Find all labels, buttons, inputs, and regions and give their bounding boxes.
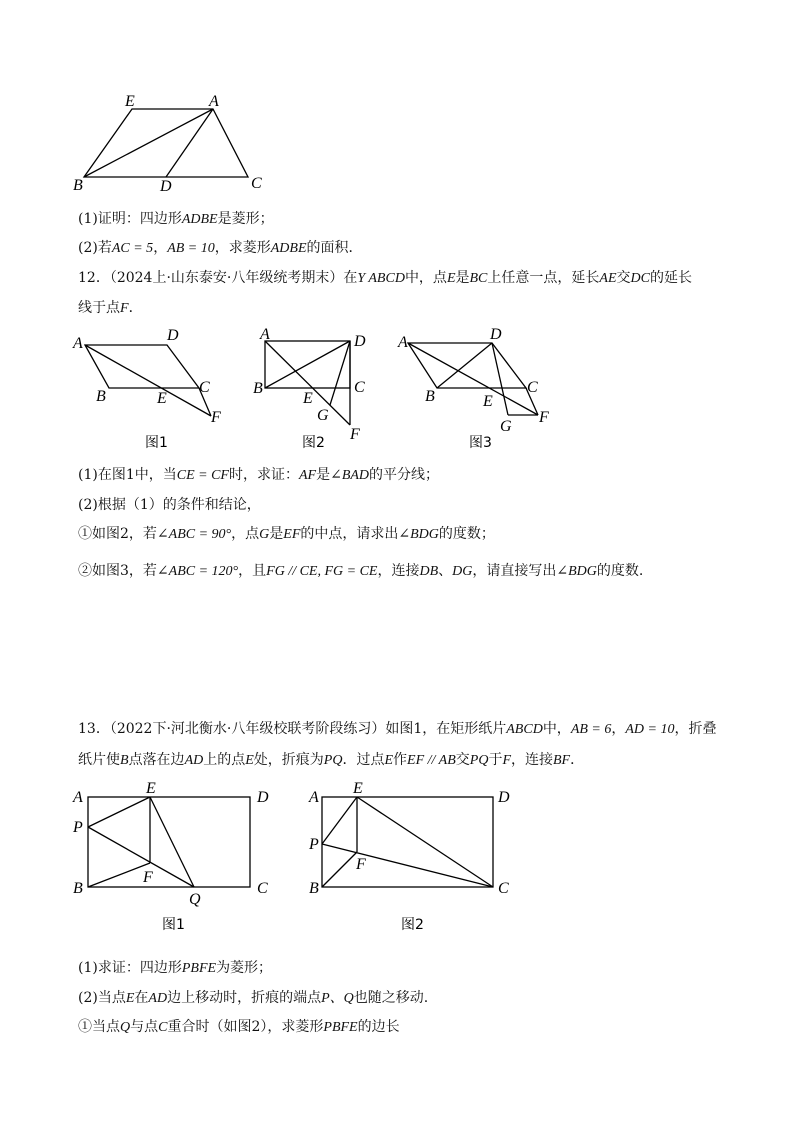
segment-bd <box>437 343 492 388</box>
figure-q12-1 <box>70 325 230 450</box>
label-f: F <box>350 426 360 443</box>
label-c: C <box>354 379 365 396</box>
parallelogram-abcd <box>85 345 199 388</box>
q13-part2-sub1: ①当点Q与点C重合时（如图2），求菱形PBFE的边长 <box>78 1019 400 1035</box>
q11-part1: (1)证明：四边形ADBE是菱形； <box>78 211 274 227</box>
label-b: B <box>73 880 83 897</box>
label-g: G <box>500 418 512 435</box>
label-a: A <box>73 335 83 352</box>
label-d: D <box>257 789 269 806</box>
label-e: E <box>125 93 135 110</box>
label-e: E <box>303 390 313 407</box>
label-q: Q <box>189 891 201 908</box>
label-b: B <box>309 880 319 897</box>
label-c: C <box>199 379 210 396</box>
segment-bf <box>88 863 150 887</box>
caption-fig1: 图1 <box>145 435 168 451</box>
label-b: B <box>425 388 435 405</box>
segment-pe <box>88 797 150 827</box>
label-f: F <box>143 869 153 886</box>
label-e: E <box>483 393 493 410</box>
caption-fig3: 图3 <box>469 435 492 451</box>
segment-da <box>166 109 213 177</box>
figure-q13-2 <box>305 780 520 935</box>
label-d: D <box>490 326 502 343</box>
segment-ec <box>357 797 493 887</box>
q13-heading-cont: 纸片使B点落在边AD上的点E处，折痕为PQ．过点E作EF // AB交PQ于F，连接BF． <box>78 752 585 768</box>
q11-part2: (2)若AC = 5，AB = 10，求菱形ADBE的面积． <box>78 240 363 256</box>
label-b: B <box>73 177 83 194</box>
label-d: D <box>160 178 172 195</box>
label-c: C <box>527 379 538 396</box>
segment-bf <box>322 852 357 887</box>
label-f: F <box>356 856 366 873</box>
label-a: A <box>260 326 270 343</box>
q12-heading-cont: 线于点F． <box>78 300 143 316</box>
trapezoid-ebca <box>84 109 248 177</box>
q12-part1: (1)在图1中，当CE = CF时，求证：AF是∠BAD的平分线； <box>78 467 440 483</box>
caption-fig1: 图1 <box>162 917 185 933</box>
caption-fig2: 图2 <box>302 435 325 451</box>
q12-heading: 12．（2024上·山东泰安·八年级统考期末）在Y ABCD中，点E是BC上任意一点，延长AE交DC的延长 <box>78 270 692 286</box>
parallelogram-abcd <box>408 343 526 388</box>
segment-eq <box>150 797 194 887</box>
q12-part2-sub2: ②如图3，若∠ABC = 120°，且FG // CE, FG = CE，连接DB、DG，请直接写出∠BDG的度数. <box>78 563 644 579</box>
segment-pc <box>322 844 493 887</box>
q13-part2: (2)当点E在AD边上移动时，折痕的端点P、Q也随之移动. <box>78 990 429 1006</box>
q13-part1: (1)求证：四边形PBFE为菱形； <box>78 960 273 976</box>
label-c: C <box>257 880 268 897</box>
label-e: E <box>157 390 167 407</box>
label-d: D <box>498 789 510 806</box>
label-a: A <box>398 334 408 351</box>
label-p: P <box>309 836 319 853</box>
figure-q12-3 <box>392 325 572 450</box>
caption-fig2: 图2 <box>401 917 424 933</box>
segment-ba <box>84 109 213 177</box>
segment-pq <box>88 827 194 887</box>
label-g: G <box>317 407 329 424</box>
label-d: D <box>354 333 366 350</box>
q12-part2: (2)根据（1）的条件和结论， <box>78 497 261 513</box>
label-c: C <box>251 175 262 192</box>
label-d: D <box>167 327 179 344</box>
segment-pe <box>322 797 357 844</box>
label-p: P <box>73 819 83 836</box>
label-e: E <box>353 780 363 797</box>
segment-af <box>85 345 211 416</box>
figure-q12-2 <box>250 325 390 450</box>
label-a: A <box>73 789 83 806</box>
q13-heading: 13．（2022下·河北衡水·八年级校联考阶段练习）如图1，在矩形纸片ABCD中，AB = 6，AD = 10，折叠 <box>78 721 717 737</box>
q12-part2-sub1: ①如图2，若∠ABC = 90°，点G是EF的中点，请求出∠BDG的度数； <box>78 526 495 542</box>
figure-q11-rhombus <box>70 92 270 202</box>
label-a: A <box>209 93 219 110</box>
label-f: F <box>211 409 221 426</box>
label-b: B <box>96 388 106 405</box>
label-f: F <box>539 409 549 426</box>
label-a: A <box>309 789 319 806</box>
label-b: B <box>253 380 263 397</box>
label-e: E <box>146 780 156 797</box>
label-c: C <box>498 880 509 897</box>
figure-q13-1 <box>70 780 285 935</box>
